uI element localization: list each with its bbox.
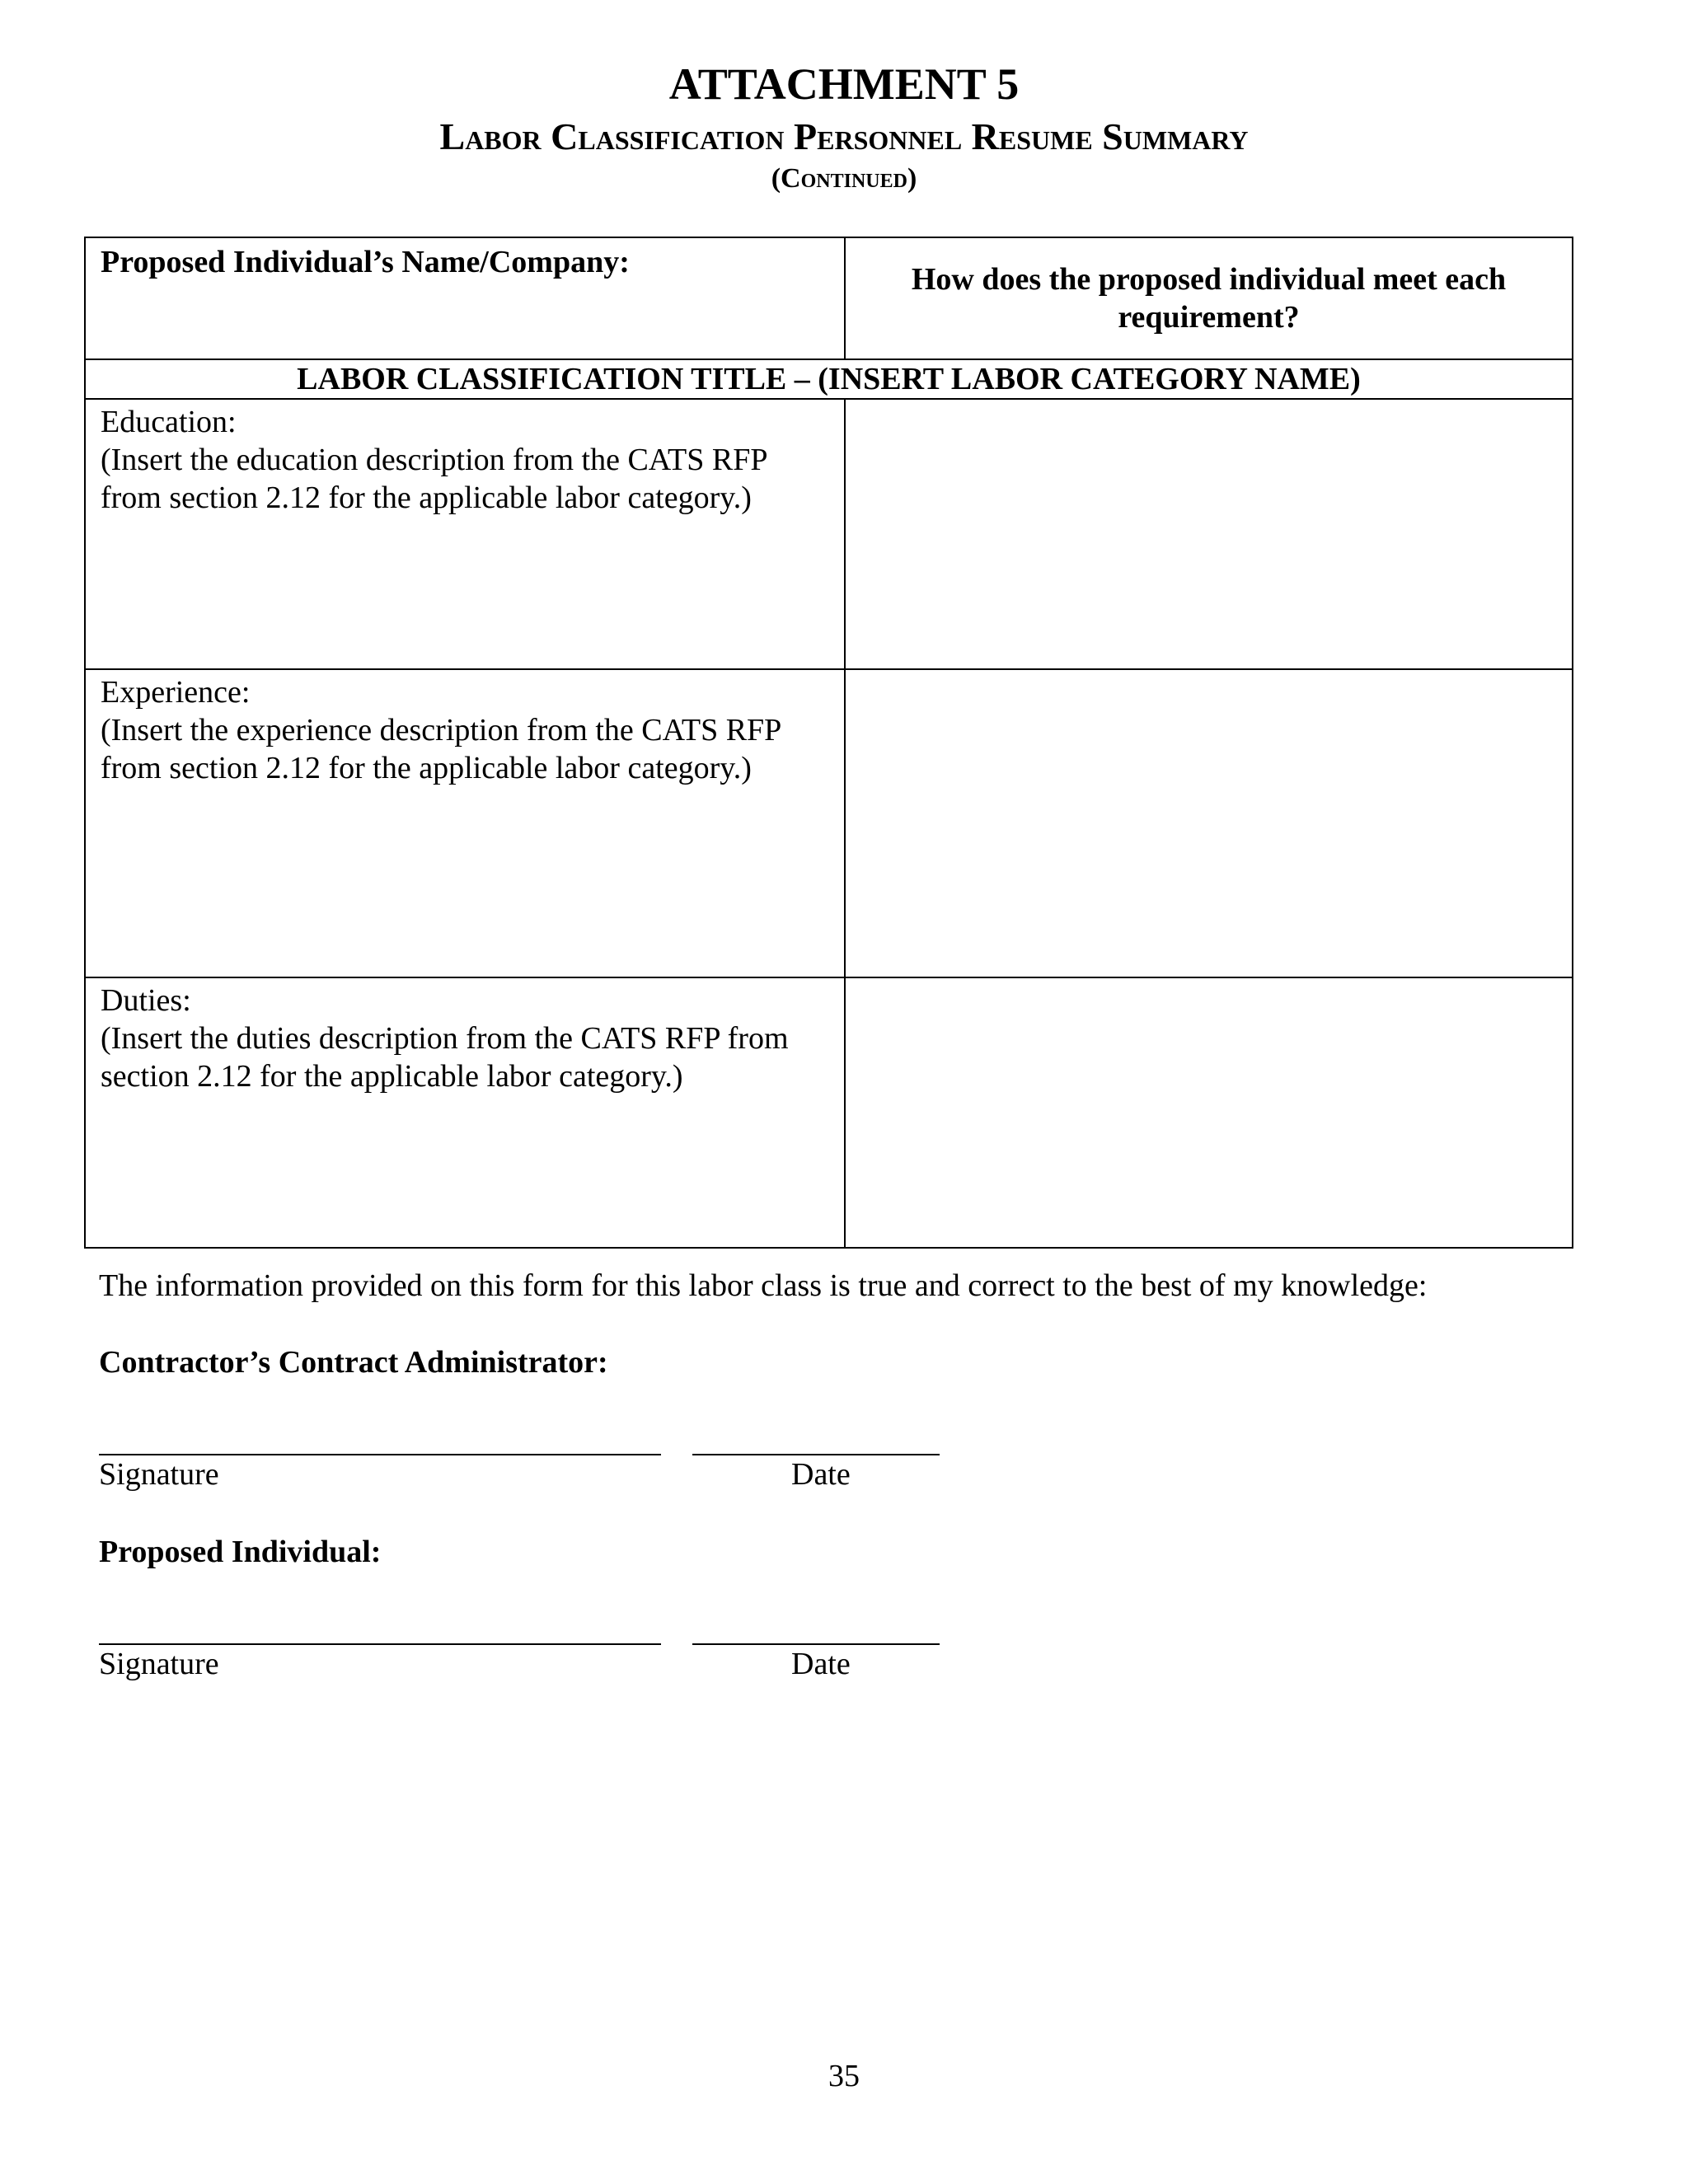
duties-label: Duties: bbox=[101, 983, 191, 1018]
education-description: (Insert the education description from the CATS RFP from section 2.12 for the applicable labor category.) bbox=[101, 443, 767, 515]
table-row bbox=[85, 669, 1573, 977]
experience-response-field[interactable] bbox=[845, 669, 1573, 977]
form-subtitle: Labor Classification Personnel Resume Summary bbox=[439, 115, 1249, 157]
continued-label: (Continued) bbox=[771, 163, 917, 194]
education-requirement bbox=[85, 399, 845, 669]
education-label: Education: bbox=[101, 405, 237, 439]
admin-date-label: Date bbox=[791, 1457, 851, 1492]
labor-title-row bbox=[85, 359, 1573, 399]
proposed-individual-label: Proposed Individual: bbox=[99, 1535, 382, 1569]
duties-requirement bbox=[85, 977, 845, 1248]
certification-statement: The information provided on this form for this labor class is true and correct to the best of my knowledge: bbox=[99, 1268, 1428, 1303]
duties-description: (Insert the duties description from the CATS RFP from section 2.12 for the applicable labor category.) bbox=[101, 1021, 789, 1094]
education-response-field[interactable] bbox=[845, 399, 1573, 669]
experience-label: Experience: bbox=[101, 675, 251, 710]
table-row bbox=[85, 977, 1573, 1248]
title-block bbox=[0, 58, 1688, 196]
labor-classification-title: LABOR CLASSIFICATION TITLE – (INSERT LABOR CATEGORY NAME) bbox=[85, 359, 1573, 399]
duties-response-field[interactable] bbox=[845, 977, 1573, 1248]
experience-description: (Insert the experience description from the CATS RFP from section 2.12 for the applicable labor category.) bbox=[101, 713, 781, 785]
table-row bbox=[85, 399, 1573, 669]
how-meet-header: How does the proposed individual meet each requirement? bbox=[845, 237, 1573, 359]
proposed-signature-label: Signature bbox=[99, 1647, 219, 1681]
name-company-label: Proposed Individual’s Name/Company: bbox=[101, 245, 630, 279]
admin-section-label: Contractor’s Contract Administrator: bbox=[99, 1345, 608, 1380]
page-number: 35 bbox=[828, 2059, 860, 2093]
proposed-date-label: Date bbox=[791, 1647, 851, 1681]
experience-requirement bbox=[85, 669, 845, 977]
attachment-title: ATTACHMENT 5 bbox=[668, 59, 1020, 109]
table-header-row bbox=[85, 237, 1573, 359]
resume-summary-table bbox=[84, 237, 1573, 1249]
admin-signature-label: Signature bbox=[99, 1457, 219, 1492]
name-company-field[interactable] bbox=[85, 237, 845, 359]
